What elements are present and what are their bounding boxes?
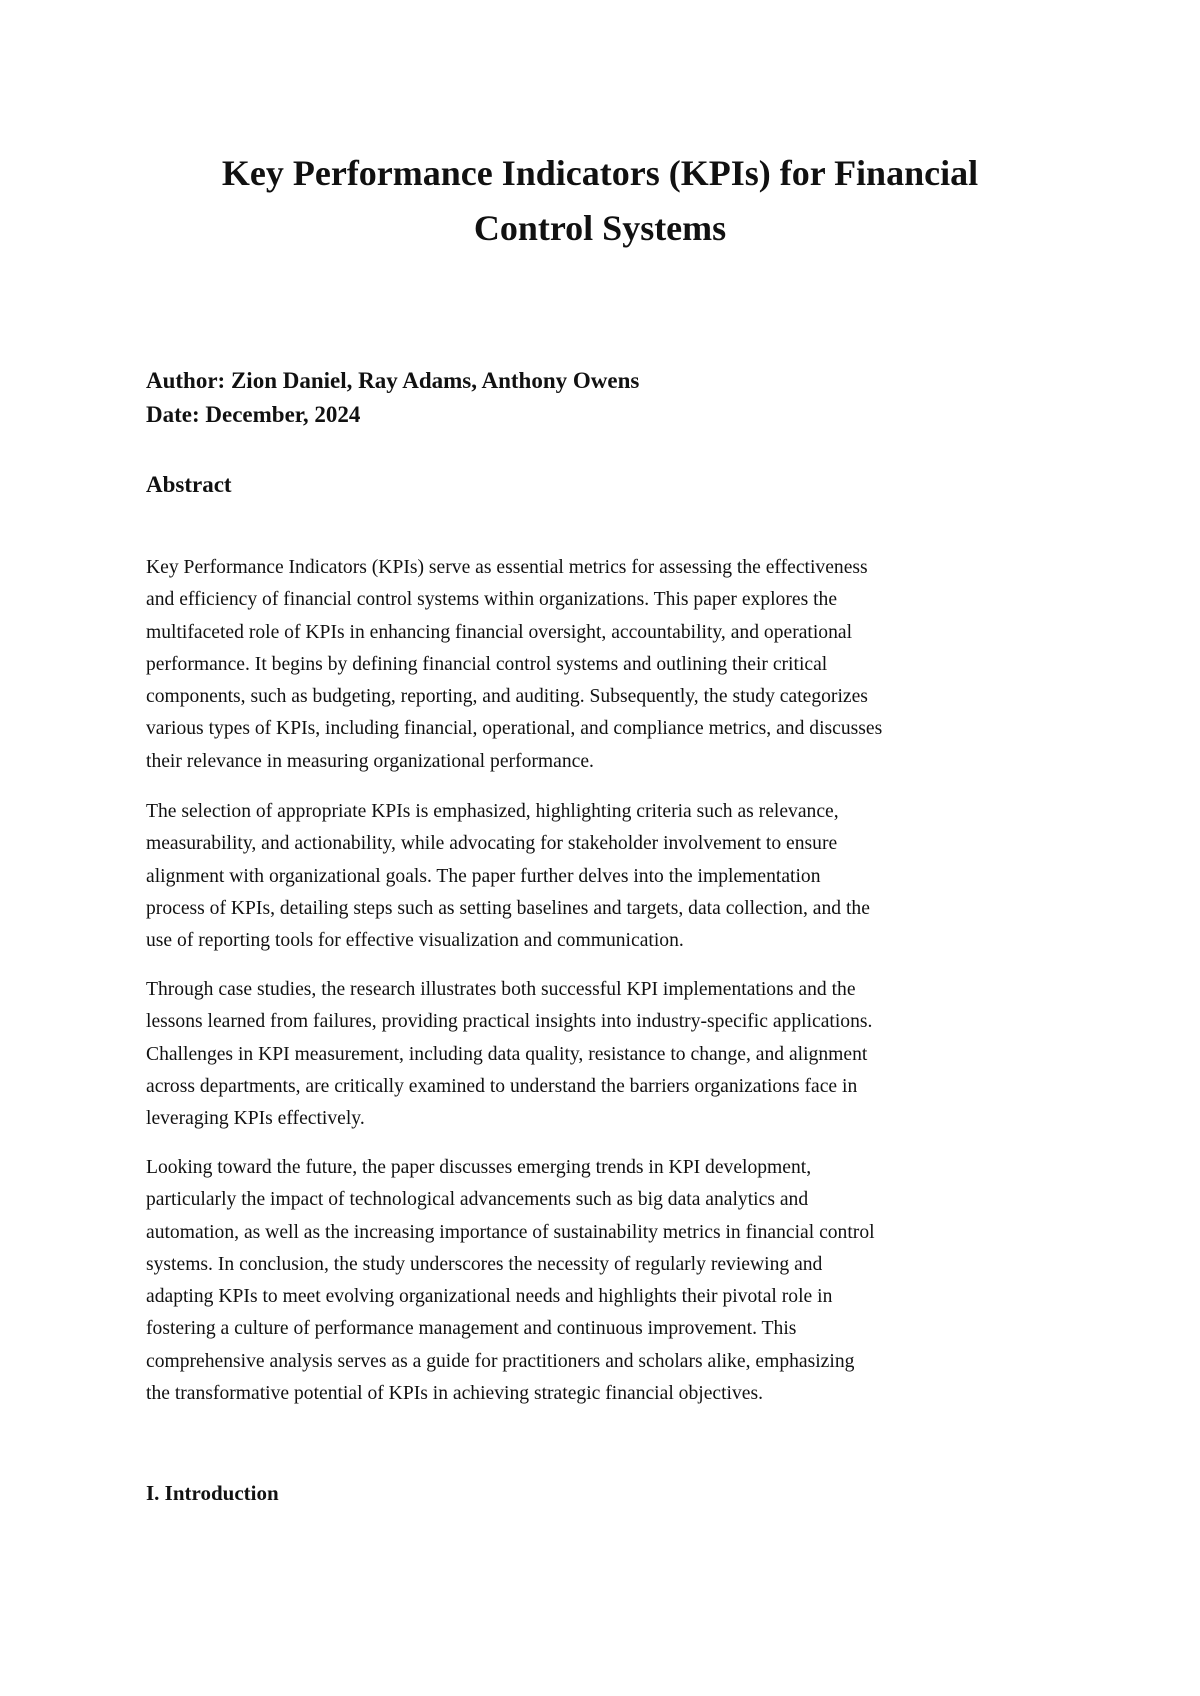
text-line: Through case studies, the research illustrates both successful KPI implementations and the	[146, 979, 856, 1000]
text-line: alignment with organizational goals. The paper further delves into the implementation	[146, 865, 821, 887]
abstract-heading: Abstract	[146, 472, 232, 497]
text-line: particularly the impact of technological advancements such as big data analytics and	[146, 1189, 809, 1211]
text-line: Challenges in KPI measurement, including data quality, resistance to change, and alignment	[146, 1043, 868, 1065]
author-line: Author: Zion Daniel, Ray Adams, Anthony Owens	[146, 368, 640, 393]
text-line: various types of KPIs, including financial, operational, and compliance metrics, and discusses	[146, 718, 883, 740]
abstract-paragraph	[146, 796, 1076, 957]
text-line: use of reporting tools for effective visualization and communication.	[146, 930, 684, 952]
text-line: the transformative potential of KPIs in achieving strategic financial objectives.	[146, 1383, 764, 1405]
abstract-paragraph	[146, 974, 1076, 1135]
date-line: Date: December, 2024	[146, 402, 361, 427]
text-line: their relevance in measuring organizational performance.	[146, 750, 594, 772]
paper-meta	[146, 364, 1046, 432]
text-line: Looking toward the future, the paper discusses emerging trends in KPI development,	[146, 1157, 812, 1178]
text-line: lessons learned from failures, providing practical insights into industry-specific applications.	[146, 1011, 873, 1033]
text-line: leveraging KPIs effectively.	[146, 1108, 365, 1130]
text-line: multifaceted role of KPIs in enhancing financial oversight, accountability, and operational	[146, 621, 853, 643]
text-line: systems. In conclusion, the study underscores the necessity of regularly reviewing and	[146, 1253, 823, 1275]
text-line: performance. It begins by defining financial control systems and outlining their critical	[146, 653, 828, 675]
text-line: components, such as budgeting, reporting, and auditing. Subsequently, the study categorizes	[146, 686, 868, 708]
text-line: Key Performance Indicators (KPIs) serve as essential metrics for assessing the effectiveness	[146, 557, 868, 578]
text-line: fostering a culture of performance management and continuous improvement. This	[146, 1318, 797, 1340]
paper-title-line: Key Performance Indicators (KPIs) for Financial	[221, 153, 979, 193]
text-line: automation, as well as the increasing importance of sustainability metrics in financial control	[146, 1221, 875, 1243]
text-line: across departments, are critically examined to understand the barriers organizations face in	[146, 1075, 858, 1097]
text-line: comprehensive analysis serves as a guide for practitioners and scholars alike, emphasizing	[146, 1350, 855, 1372]
text-line: The selection of appropriate KPIs is emphasized, highlighting criteria such as relevance,	[146, 801, 839, 822]
text-line: adapting KPIs to meet evolving organizational needs and highlights their pivotal role in	[146, 1286, 833, 1308]
paper-title-line: Control Systems	[473, 208, 727, 248]
text-line: process of KPIs, detailing steps such as setting baselines and targets, data collection, and the	[146, 897, 870, 919]
text-line: and efficiency of financial control systems within organizations. This paper explores the	[146, 589, 838, 611]
paper-title	[120, 146, 1080, 256]
text-line: measurability, and actionability, while advocating for stakeholder involvement to ensure	[146, 833, 838, 855]
section-heading: I. Introduction	[146, 1481, 279, 1505]
abstract-paragraph	[146, 552, 1076, 778]
abstract-paragraph	[146, 1152, 1076, 1410]
